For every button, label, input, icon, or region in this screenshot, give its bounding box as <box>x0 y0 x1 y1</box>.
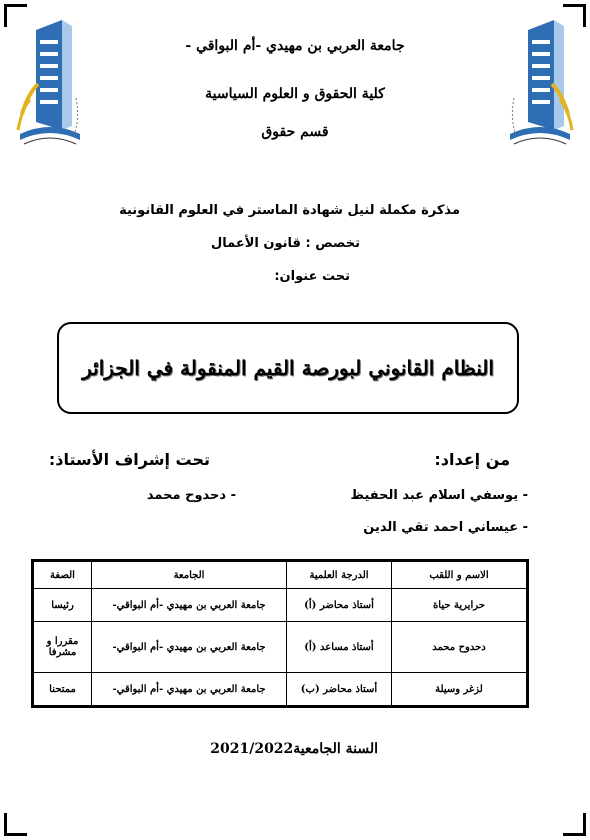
specialty-line: تخصص : قانون الأعمال <box>211 236 360 251</box>
table-cell: جامعة العربي بن مهيدي -أم البواقي- <box>92 589 287 622</box>
university-logo-left <box>14 18 84 158</box>
table-cell: دحدوح محمد <box>392 622 528 673</box>
table-cell: جامعة العربي بن مهيدي -أم البواقي- <box>92 673 287 707</box>
page-border-corner <box>563 813 586 836</box>
table-cell: حرايرية حياة <box>392 589 528 622</box>
faculty-name: كلية الحقوق و العلوم السياسية <box>205 86 385 102</box>
authors-label: من إعداد: <box>434 450 510 469</box>
university-name: جامعة العربي بن مهيدي -أم البواقي - <box>185 38 405 54</box>
author-name: - يوسفي اسلام عبد الحفيظ <box>350 488 528 503</box>
column-header: الصفة <box>33 561 92 589</box>
table-cell: رئيسا <box>33 589 92 622</box>
table-row <box>33 673 528 707</box>
thesis-title: النظام القانوني لبورصة القيم المنقولة في الجزائر <box>82 356 494 380</box>
department-name: قسم حقوق <box>261 124 329 140</box>
title-label: تحت عنوان: <box>274 269 350 284</box>
column-header: الجامعة <box>92 561 287 589</box>
table-cell: لزغر وسيلة <box>392 673 528 707</box>
thesis-title-box <box>57 322 519 414</box>
page-border-corner <box>4 813 27 836</box>
table-header-row <box>33 561 528 589</box>
supervisor-name: - دحدوح محمد <box>146 488 236 503</box>
table-row <box>33 622 528 673</box>
degree-line: مذكرة مكملة لنيل شهادة الماستر في العلوم القانونية <box>119 203 460 218</box>
academic-year: السنة الجامعية2021/2022 <box>210 741 378 757</box>
table-cell: جامعة العربي بن مهيدي -أم البواقي- <box>92 622 287 673</box>
column-header: الدرجة العلمية <box>287 561 392 589</box>
table-row <box>33 589 528 622</box>
supervisor-label: تحت إشراف الأستاذ: <box>48 450 210 469</box>
table-cell: ممتحنا <box>33 673 92 707</box>
university-logo-right <box>506 18 576 158</box>
author-name: - عيساني احمد تقي الدين <box>363 520 528 535</box>
table-cell: أستاذ محاضر (أ) <box>287 589 392 622</box>
jury-table <box>31 559 529 708</box>
table-cell: مقررا و مشرفا <box>33 622 92 673</box>
table-cell: أستاذ مساعد (أ) <box>287 622 392 673</box>
column-header: الاسم و اللقب <box>392 561 528 589</box>
table-cell: أستاذ محاضر (ب) <box>287 673 392 707</box>
